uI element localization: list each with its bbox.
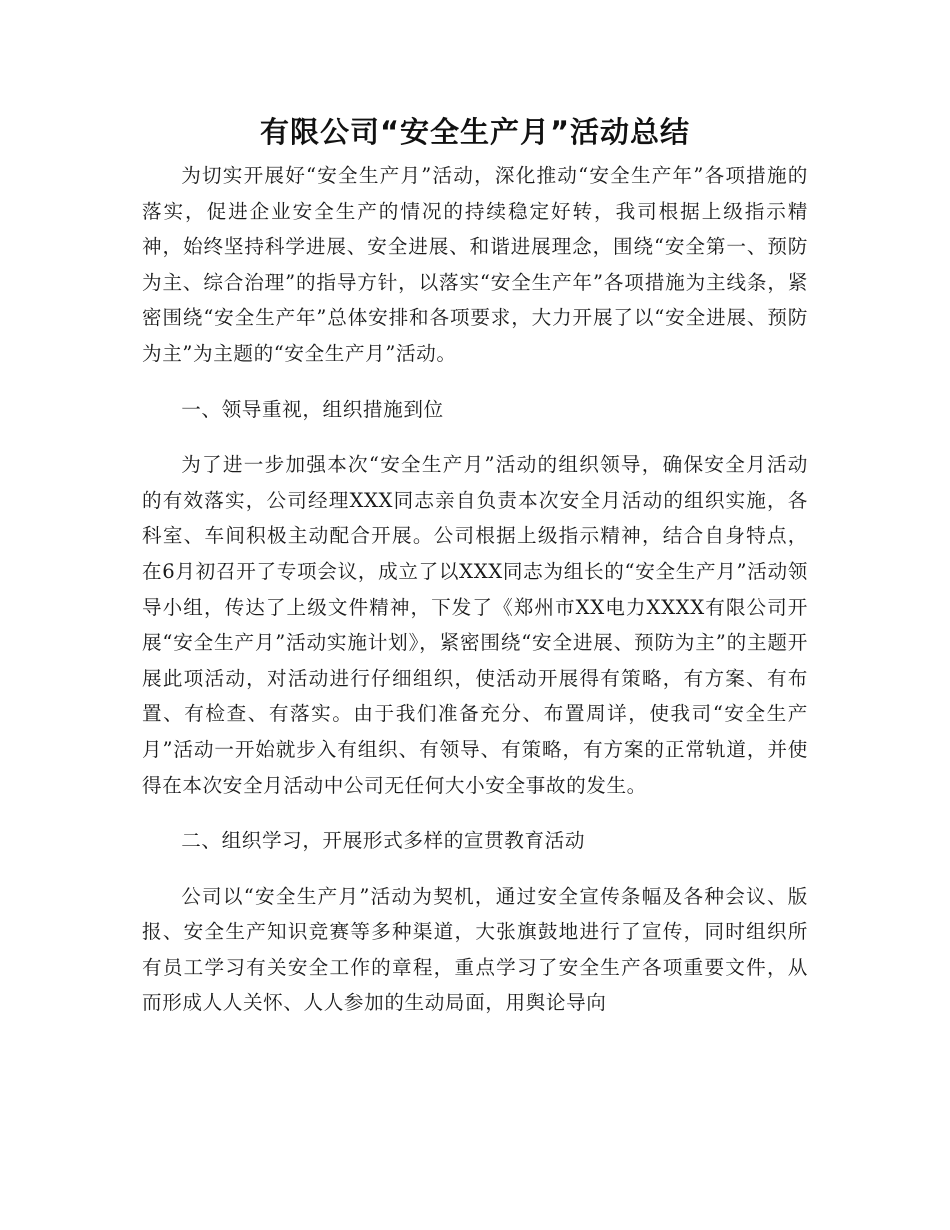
spacer — [142, 859, 808, 879]
section1-paragraph: 为了进一步加强本次“安全生产月”活动的组织领导，确保安全月活动的有效落实，公司经理XXX同志亲自负责本次安全月活动的组织实施，各科室、车间积极主动配合开展。公司根据上级指示精神，结合自身特点，在6月初召开了专项会议，成立了以XXX同志为组长的“安全生产月”活动领导小组，传达了上级文件精神，下发了《郑州市XX电力XXXX有限公司开展“安全生产月”活动实施计划》，紧密围绕“安全进展、预防为主”的主题开展此项活动，对活动进行仔细组织，使活动开展得有策略，有方案、有布置、有检查、有落实。由于我们准备充分、布置周详，使我司“安全生产月”活动一开始就步入有组织、有领导、有策略，有方案的正常轨道，并使得在本次安全月活动中公司无任何大小安全事故的发生。 — [142, 453, 808, 797]
intro-paragraph: 为切实开展好“安全生产月”活动，深化推动“安全生产年”各项措施的落实，促进企业安全生产的情况的持续稳定好转，我司根据上级指示精神，始终坚持科学进展、安全进展、和谐进展理念，围绕“安全第一、预防为主、综合治理”的指导方针，以落实“安全生产年”各项措施为主线条，紧密围绕“安全生产年”总体安排和各项要求，大力开展了以“安全进展、预防为主”为主题的“安全生产月”活动。 — [142, 164, 808, 365]
section1-heading: 一、领导重视，组织措施到位 — [181, 397, 444, 421]
section2-heading: 二、组织学习，开展形式多样的宣贯教育活动 — [181, 829, 586, 853]
section2-paragraph: 公司以“安全生产月”活动为契机，通过安全宣传条幅及各种会议、版报、安全生产知识竞赛等多种渠道，大张旗鼓地进行了宣传，同时组织所有员工学习有关安全工作的章程，重点学习了安全生产各项重要文件，从而形成人人关怀、人人参加的生动局面，用舆论导向 — [142, 884, 808, 1015]
document-title: 有限公司“安全生产月”活动总结 — [259, 115, 691, 149]
spacer — [142, 372, 808, 392]
spacer — [142, 803, 808, 823]
spacer — [142, 427, 808, 447]
